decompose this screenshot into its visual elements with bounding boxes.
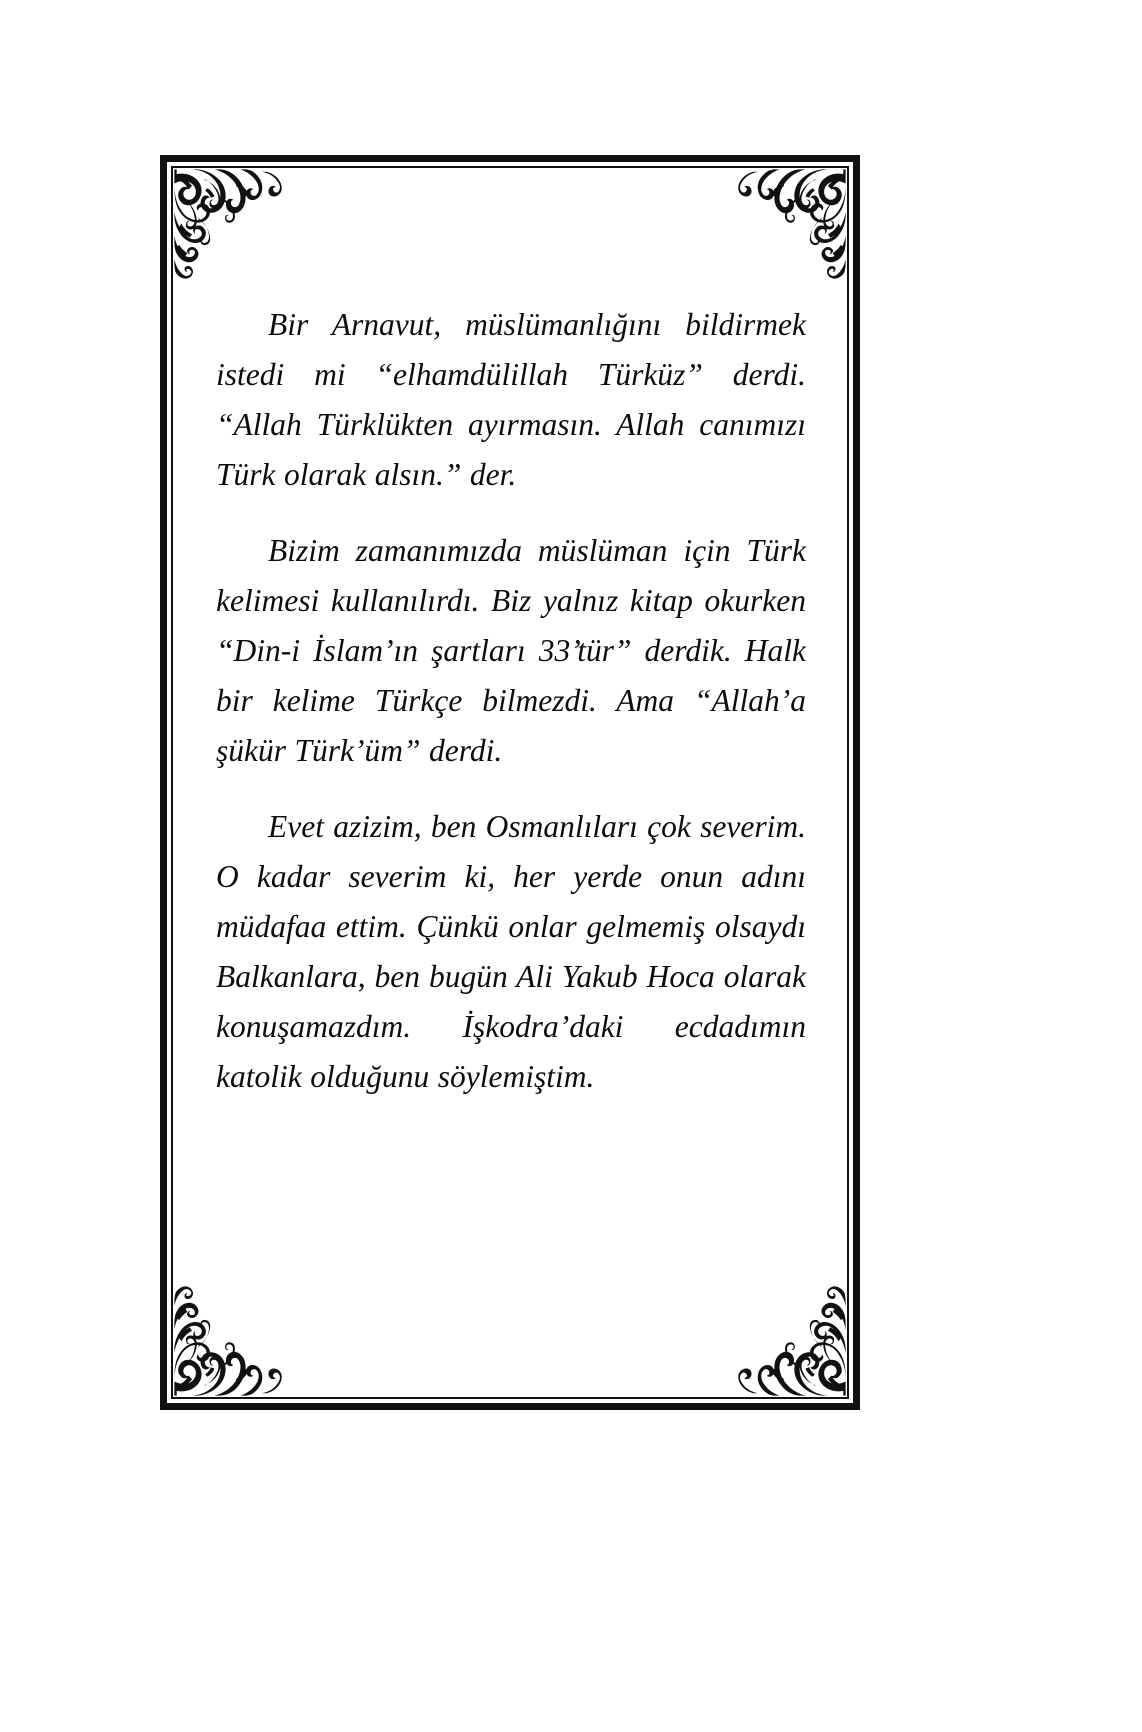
page-body-text <box>216 300 806 1102</box>
paragraph: Bizim zamanımızda müslüman için Türk kelimesi kullanılırdı. Biz yalnız kitap okurken “Din-i İslam’ın şartları 33’tür” derdik. Halk bir kelime Türkçe bilmezdi. Ama “Allah’a şükür Türk’üm” derdi. <box>216 533 806 768</box>
paragraph: Evet azizim, ben Osmanlıları çok severim. O kadar severim ki, her yerde onun adını müdafaa ettim. Çünkü onlar gelmemiş olsaydı Balkanlara, ben bugün Ali Yakub Hoca olarak konuşamazdım. İşkodra’daki ecdadımın katolik olduğunu söylemiştim. <box>216 809 806 1094</box>
paragraph: Bir Arnavut, müslümanlığını bildirmek istedi mi “elhamdülillah Türküz” derdi. “Allah Türklükten ayırmasın. Allah canımızı Türk olarak alsın.” der. <box>216 307 806 492</box>
